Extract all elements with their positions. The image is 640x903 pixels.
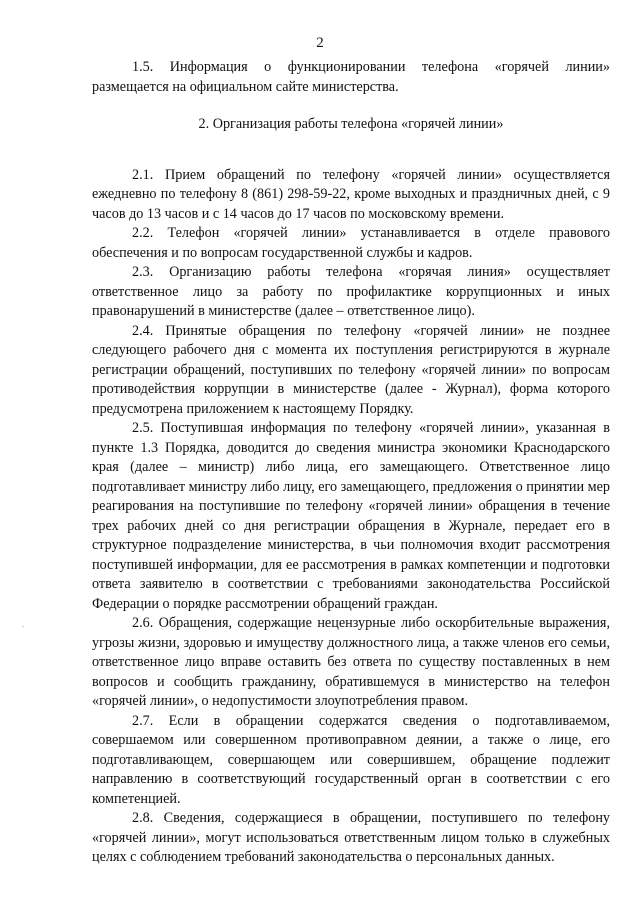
paragraph-2-4: 2.4. Принятые обращения по телефону «горячей линии» не позднее следующего рабочего дня с момента их поступления регистрируются в журнале регистрации обращений, поступивших по телефону «горячей линии» по вопросам противодействия коррупции в министерстве (далее - Журнал), форма которого предусмотрена приложением к настоящему Порядку. <box>92 322 610 417</box>
scan-artifact-mark: ˇ <box>22 625 25 633</box>
section-2-heading: 2. Организация работы телефона «горячей линии» <box>198 116 504 132</box>
paragraph-2-7: 2.7. Если в обращении содержатся сведения о подготавливаемом, совершаемом или совершенном противоправном деянии, а также о лице, его подготавливающем, совершающем или совершившем, обращение подлежит направлению в соответствующий государственный орган в соответствии с его компетенцией. <box>92 712 610 807</box>
paragraph-2-8: 2.8. Сведения, содержащиеся в обращении, поступившего по телефону «горячей линии», могут использоваться ответственным лицом только в служебных целях с соблюдением требований законодательства о персональных данных. <box>92 810 610 865</box>
paragraph-2-6: 2.6. Обращения, содержащие нецензурные либо оскорбительные выражения, угрозы жизни, здоровью и имуществу должностного лица, а также членов его семьи, ответственное лицо вправе оставить без ответа по существу поставленных в нем вопросов и сообщить гражданину, обратившемуся в министерство на телефон «горячей линии», о недопустимости злоупотребления правом. <box>92 615 610 709</box>
paragraph-1-5: 1.5. Информация о функционировании телефона «горячей линии» размещается на официальном сайте министерства. <box>92 59 610 95</box>
paragraph-2-1: 2.1. Прием обращений по телефону «горячей линии» осуществляется ежедневно по телефону 8 (861) 298-59-22, кроме выходных и праздничных дней, с 9 часов до 13 часов и с 14 часов до 17 часов по московскому времени. <box>92 166 610 222</box>
document-body <box>92 58 610 868</box>
paragraph-2-5: 2.5. Поступившая информация по телефону «горячей линии», указанная в пункте 1.3 Порядка, доводится до сведения министра экономики Краснодарского края (далее – министр) либо лица, его замещающего. Ответственное лицо подготавливает министру либо лицу, его замещающего, предложения о принятии мер реагирования на поступившие по телефону «горячей линии» обращения в течение трех рабочих дней со дня регистрации обращения в Журнале, передает его в структурное подразделение министерства, в чьи полномочия входит рассмотрения поступившей информации, для ее рассмотрения в рамках компетенции и подготовки ответа заявителю в соответствии с требованиями законодательства Российской Федерации о порядке рассмотрении обращений граждан. <box>92 420 610 612</box>
page-number: 2 <box>316 35 324 51</box>
paragraph-2-2: 2.2. Телефон «горячей линии» устанавливается в отделе правового обеспечения и по вопросам государственной службы и кадров. <box>92 225 610 261</box>
paragraph-2-3: 2.3. Организацию работы телефона «горячая линия» осуществляет ответственное лицо за работу по профилактике коррупционных и иных правонарушений в министерстве (далее – ответственное лицо). <box>92 264 610 319</box>
